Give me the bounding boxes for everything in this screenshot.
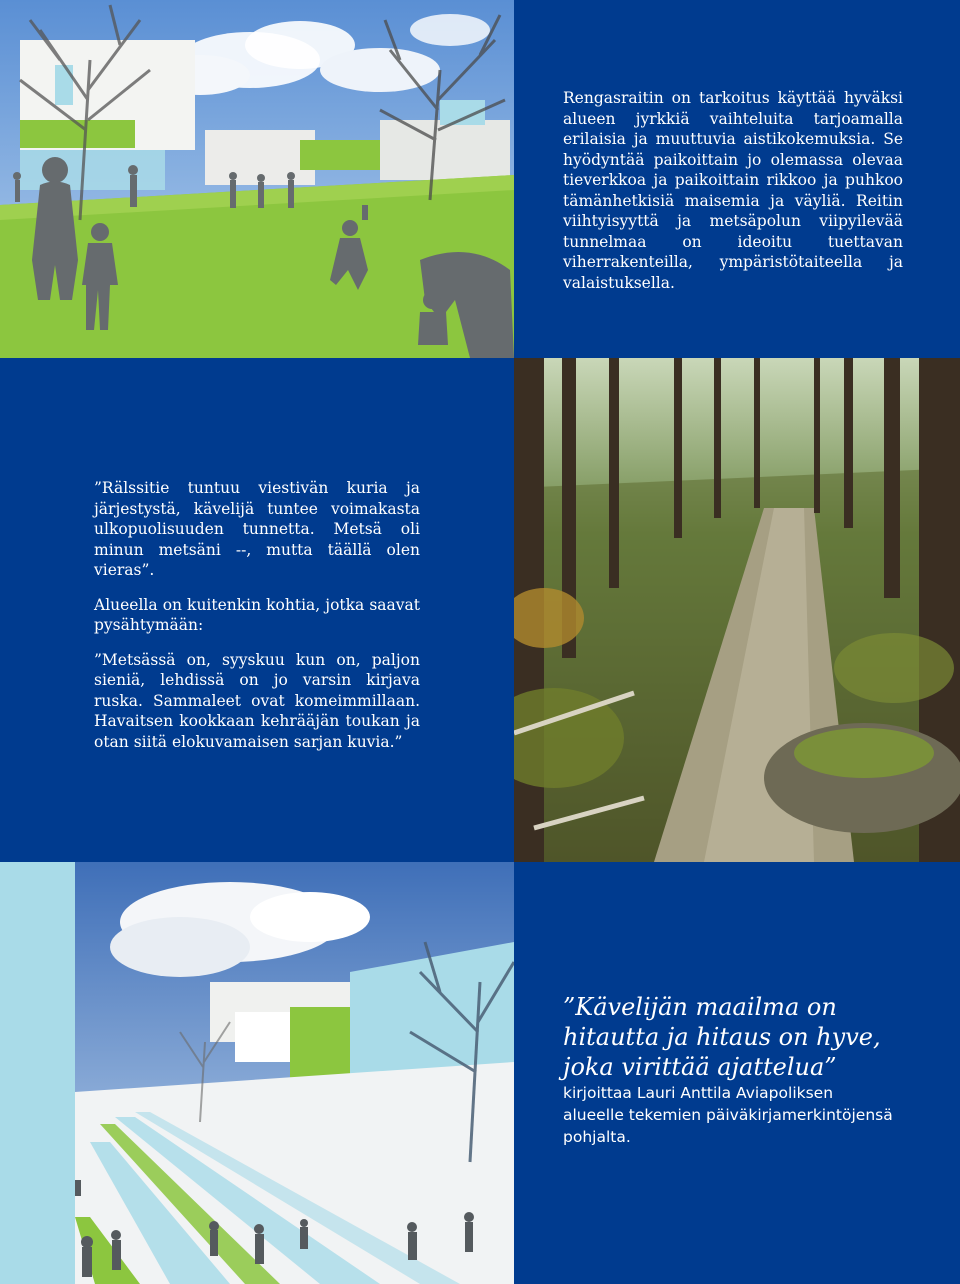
- pull-quote: ”Kävelijän maailma on hitautta ja hitaus on hyve, joka virittää ajattelua”: [563, 993, 881, 1081]
- street-illustration: [0, 862, 514, 1284]
- body-paragraph: Rengasraitin on tarkoitus käyttää hyväksi alueen jyrkkiä vaihteluita tarjoamalla erilaisia ja muuttuvia aistikokemuksia. Se hyödyntää paikoittain jo olemassa olevaa tieverkkoa ja paikoittain rikkoo ja puhkoo tämänhetkisiä maisemia ja väyliä. Reitin viihtyisyyttä ja metsäpolun viipyilevää tunnelmaa on ideoitu tuettavan viherrakenteilla, ympäristötaiteella ja valaistuksella.: [563, 89, 903, 292]
- text-panel-top: [514, 0, 960, 358]
- forest-path-photo: [514, 358, 960, 862]
- byline: kirjoittaa Lauri Anttila Aviapoliksen alueelle tekemien päiväkirjamerkintöjensä pohjalta.: [563, 1084, 893, 1146]
- text-panel-middle: [0, 358, 514, 862]
- park-illustration: [0, 0, 514, 358]
- text-panel-bottom: [514, 862, 960, 1284]
- body-paragraph: Alueella on kuitenkin kohtia, jotka saavat pysähtymään:: [94, 595, 420, 634]
- diary-quote: ”Rälssitie tuntuu viestivän kuria ja järjestystä, kävelijä tuntee voimakasta ulkopuolisuuden tunnetta. Metsä oli minun metsäni --, mutta täällä olen vieras”.: [94, 479, 420, 579]
- diary-quote: ”Metsässä on, syyskuu kun on, paljon sieniä, lehdissä on jo varsin kirjava ruska. Sammaleet ovat komeimmillaan. Havaitsen kookkaan kehrääjän toukan ja otan siitä elokuvamaisen sarjan kuvia.”: [94, 650, 420, 751]
